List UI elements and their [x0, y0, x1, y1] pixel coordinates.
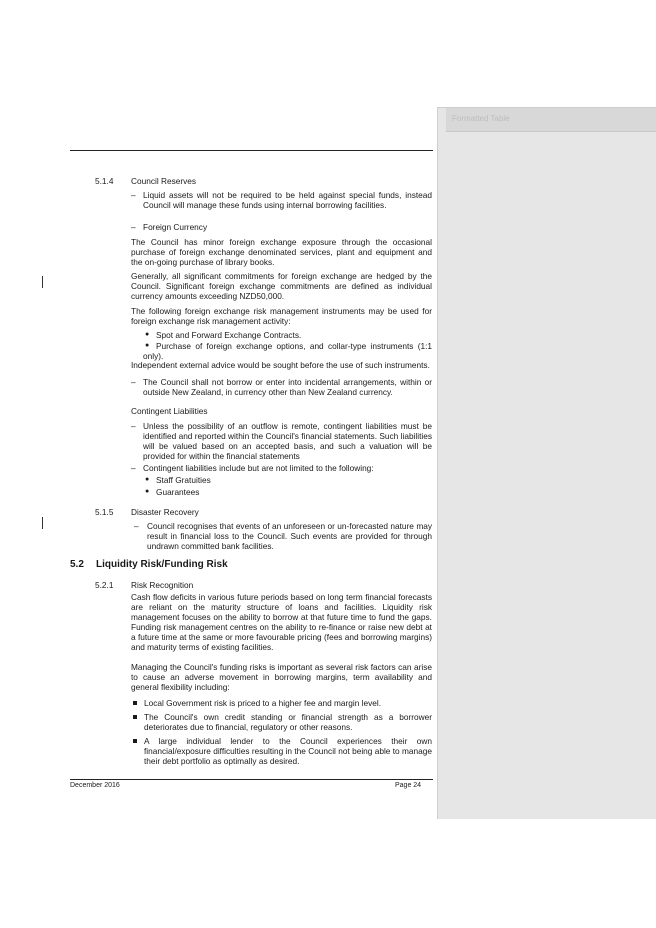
comment-margin-pane: [437, 107, 656, 819]
list-item: Staff Gratuities: [156, 475, 211, 485]
dash-bullet: –: [131, 377, 136, 387]
bullet-dot: ●: [145, 342, 150, 349]
change-bar: [42, 517, 43, 529]
dash-bullet: –: [134, 521, 139, 531]
section-title: Council Reserves: [131, 176, 197, 186]
list-item: Local Government risk is priced to a higher fee and margin level.: [144, 698, 382, 708]
list-item: The Council's own credit standing or financial strength as a borrower deteriorates due to financial, regulatory or other reasons.: [144, 712, 432, 732]
section-title: Disaster Recovery: [131, 507, 199, 517]
text-run: Significant foreign exchange commitments are defined as individual currency amounts exceeding NZD50,000.: [131, 281, 433, 301]
dash-bullet: –: [131, 421, 136, 431]
heading-title: Liquidity Risk/Funding Risk: [96, 559, 228, 570]
paragraph: Unless the possibility of an outflow is remote, contingent liabilities must be identified and reported within the Council's financial statements. Such liabilities will be valued based on an accepted basis, and such a valuation will be provided for within the financial statements: [143, 421, 432, 461]
list-item: Guarantees: [156, 487, 200, 497]
sub-heading: Contingent Liabilities: [131, 406, 208, 416]
heading-number: 5.2: [70, 559, 84, 570]
dash-bullet: –: [131, 463, 136, 473]
footer-date: December 2016: [70, 782, 120, 789]
bullet-square: [133, 715, 137, 719]
paragraph: Managing the Council's funding risks is important as several risk factors can arise to cause an adverse movement in borrowing margins, term availability and general flexibility including:: [131, 662, 432, 692]
formatting-balloon[interactable]: [446, 108, 656, 132]
header-rule: [70, 150, 433, 151]
section-number: 5.1.4: [95, 176, 114, 186]
paragraph: Independent external advice would be sought before the use of such instruments.: [131, 360, 430, 370]
section-number: 5.2.1: [95, 580, 114, 590]
dash-bullet: –: [131, 190, 136, 200]
dash-bullet: –: [131, 222, 136, 232]
paragraph: The following foreign exchange risk management instruments may be used for foreign exchange risk management activity:: [131, 306, 432, 326]
paragraph: Liquid assets will not be required to be held against special funds, instead Council will manage these funds using internal borrowing facilities.: [143, 190, 432, 210]
paragraph: The Council has minor foreign exchange exposure through the occasional purchase of foreign exchange denominated services, plant and equipment and the on-going purchase of library books.: [131, 237, 432, 267]
paragraph: Cash flow deficits in various future periods based on long term financial forecasts are reliant on the maturity structure of loans and facilities. Liquidity risk management focuses on the ability to borrow at that future time to fund the gaps. Funding risk management centres on the ability to re-finance or raise new debt at a future time at the same or more favourable pricing (fees and borrowing margins) and maturity terms of existing facilities.: [131, 592, 432, 652]
formatting-balloon-label: Formatted Table: [452, 114, 510, 123]
bullet-dot: ●: [145, 476, 150, 483]
bullet-dot: ●: [145, 331, 150, 338]
bullet-square: [133, 739, 137, 743]
bullet-square: [133, 701, 137, 705]
paragraph-tracked: [131, 271, 432, 301]
list-item: Purchase of foreign exchange options, and collar-type instruments (1:1 only).: [143, 341, 432, 361]
section-number: 5.1.5: [95, 507, 114, 517]
list-item: A large individual lender to the Council experiences their own financial/exposure difficulties resulting in the Council not being able to manage their debt portfolio as optimally as desired.: [144, 736, 432, 766]
paragraph: The Council shall not borrow or enter into incidental arrangements, within or outside New Zealand, in currency other than New Zealand currency.: [143, 377, 432, 397]
paragraph: Council recognises that events of an unforeseen or un-forecasted nature may result in financial loss to the Council. Such events are provided for through undrawn committed bank facilities.: [147, 521, 432, 551]
paragraph: Contingent liabilities include but are not limited to the following:: [143, 463, 374, 473]
list-item: Spot and Forward Exchange Contracts.: [156, 330, 302, 340]
sub-heading: Foreign Currency: [143, 222, 208, 232]
footer-rule: [70, 779, 433, 780]
bullet-dot: ●: [145, 488, 150, 495]
change-bar: [42, 276, 43, 288]
footer-page-number: Page 24: [395, 782, 422, 789]
text-run: Generally, all significant commitments for foreign exchange are hedged by the Council.: [131, 271, 432, 291]
section-title: Risk Recognition: [131, 580, 194, 590]
